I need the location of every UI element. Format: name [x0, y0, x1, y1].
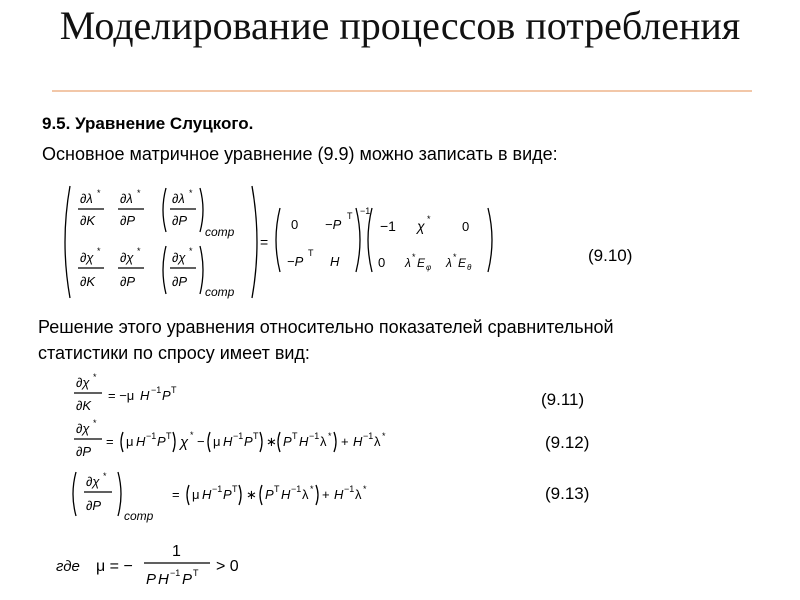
svg-text:λ: λ [446, 256, 452, 270]
svg-text:−1: −1 [363, 431, 374, 441]
svg-text:+: + [322, 487, 330, 502]
svg-text:φ: φ [426, 263, 432, 272]
svg-text:−1: −1 [360, 206, 371, 216]
svg-text:λ: λ [405, 256, 411, 270]
svg-text:=: = [106, 434, 114, 449]
svg-text:χ: χ [417, 218, 425, 234]
svg-text:T: T [292, 431, 298, 441]
svg-text:λ: λ [320, 434, 327, 449]
svg-text:*: * [137, 188, 141, 198]
svg-text:∂χ: ∂χ [76, 375, 90, 390]
equation-number-9-13: (9.13) [545, 484, 590, 503]
svg-text:*: * [93, 418, 97, 428]
svg-text:−1: −1 [380, 218, 396, 234]
svg-text:*: * [189, 188, 193, 198]
svg-text:λ: λ [302, 487, 309, 502]
svg-text:P: P [157, 434, 166, 449]
svg-text:T: T [308, 248, 314, 258]
section-heading: 9.5. Уравнение Слуцкого. [42, 114, 254, 133]
svg-text:T: T [253, 431, 259, 441]
svg-text:*: * [189, 246, 193, 256]
equation-9-10 [65, 186, 492, 299]
svg-text:−1: −1 [309, 431, 320, 441]
svg-text:*: * [93, 372, 97, 382]
svg-text:∂χ: ∂χ [86, 474, 100, 489]
svg-text:H: H [202, 487, 212, 502]
svg-text:=: = [172, 487, 180, 502]
svg-text:0: 0 [378, 255, 386, 270]
svg-text:∂P: ∂P [120, 274, 136, 289]
comp-subscript: comp [124, 509, 154, 523]
svg-text:−1: −1 [344, 484, 355, 494]
svg-text:+: + [341, 434, 349, 449]
svg-text:λ: λ [355, 487, 362, 502]
svg-text:T: T [232, 484, 238, 494]
svg-text:E: E [458, 256, 467, 270]
svg-text:∗: ∗ [266, 434, 277, 449]
svg-text:H: H [140, 388, 150, 403]
svg-text:μ: μ [213, 434, 221, 449]
svg-text:0: 0 [462, 219, 470, 234]
solution-paragraph-line-1: Решение этого уравнения относительно показателей сравнительной [38, 317, 614, 337]
svg-text:1: 1 [172, 543, 181, 560]
equation-number-9-12: (9.12) [545, 433, 590, 452]
svg-text:P: P [244, 434, 253, 449]
equation-9-13 [73, 471, 367, 523]
comp-subscript: comp [205, 285, 235, 299]
svg-text:∂P: ∂P [172, 213, 188, 228]
svg-text:∂K: ∂K [76, 398, 92, 413]
equation-number-9-11: (9.11) [541, 390, 585, 409]
intro-text: Основное матричное уравнение (9.9) можно записать в виде: [42, 144, 558, 164]
svg-text:T: T [347, 211, 353, 221]
svg-text:T: T [166, 431, 172, 441]
svg-text:∂K: ∂K [80, 213, 96, 228]
svg-text:∂λ: ∂λ [120, 191, 133, 206]
svg-text:∗: ∗ [246, 487, 257, 502]
svg-text:P: P [182, 571, 193, 588]
svg-text:−1: −1 [151, 385, 162, 395]
svg-text:E: E [417, 256, 426, 270]
svg-text:H: H [330, 254, 340, 269]
svg-text:∂P: ∂P [76, 444, 92, 459]
svg-text:*: * [137, 246, 141, 256]
svg-text:T: T [274, 484, 280, 494]
svg-text:*: * [427, 214, 431, 224]
svg-text:H: H [223, 434, 233, 449]
svg-text:*: * [103, 471, 107, 481]
svg-text:H: H [353, 434, 363, 449]
svg-text:*: * [97, 246, 101, 256]
equation-9-12 [74, 418, 386, 459]
svg-text:=: = [260, 234, 269, 250]
svg-text:> 0: > 0 [216, 558, 239, 575]
svg-text:∂λ: ∂λ [172, 191, 185, 206]
svg-text:∂P: ∂P [120, 213, 136, 228]
svg-text:P: P [146, 571, 157, 588]
svg-text:∂K: ∂K [80, 274, 96, 289]
svg-text:P: P [283, 434, 292, 449]
svg-text:*: * [412, 252, 416, 262]
equation-number-9-10: (9.10) [588, 246, 633, 265]
svg-text:−1: −1 [233, 431, 244, 441]
svg-text:∂χ: ∂χ [172, 250, 186, 265]
svg-text:P: P [223, 487, 232, 502]
svg-text:P: P [265, 487, 274, 502]
svg-text:μ: μ [192, 487, 200, 502]
svg-text:P: P [162, 388, 171, 403]
svg-text:*: * [363, 484, 367, 494]
svg-text:H: H [299, 434, 309, 449]
mu-definition [56, 543, 239, 588]
svg-text:λ: λ [374, 434, 381, 449]
svg-text:μ: μ [126, 434, 134, 449]
svg-text:H: H [136, 434, 146, 449]
svg-text:*: * [453, 252, 457, 262]
svg-text:∂P: ∂P [172, 274, 188, 289]
svg-text:∂χ: ∂χ [120, 250, 134, 265]
left-bracket [65, 186, 70, 298]
svg-text:−1: −1 [170, 568, 181, 578]
svg-text:∂P: ∂P [86, 498, 102, 513]
svg-text:*: * [328, 431, 332, 441]
svg-text:−P: −P [325, 217, 342, 232]
svg-text:∂χ: ∂χ [76, 421, 90, 436]
svg-text:0: 0 [291, 217, 299, 232]
svg-text:−P: −P [287, 254, 304, 269]
svg-text:−: − [197, 434, 205, 449]
svg-text:H: H [281, 487, 291, 502]
equation-9-11 [74, 372, 177, 413]
slide-title: Моделирование процессов потребления [59, 3, 741, 48]
solution-paragraph-line-2: статистики по спросу имеет вид: [38, 343, 310, 363]
svg-text:*: * [310, 484, 314, 494]
svg-text:*: * [97, 188, 101, 198]
svg-text:*: * [190, 430, 194, 440]
svg-text:T: T [193, 568, 199, 578]
svg-text:∂λ: ∂λ [80, 191, 93, 206]
svg-text:−1: −1 [212, 484, 223, 494]
svg-text:χ: χ [180, 434, 189, 451]
svg-text:−1: −1 [146, 431, 157, 441]
where-word: где [56, 558, 80, 575]
svg-text:H: H [158, 571, 169, 588]
svg-text:θ: θ [467, 263, 472, 272]
svg-text:−1: −1 [291, 484, 302, 494]
svg-text:μ = −: μ = − [96, 558, 133, 575]
svg-text:∂χ: ∂χ [80, 250, 94, 265]
svg-text:*: * [382, 431, 386, 441]
right-bracket [252, 186, 257, 298]
svg-text:H: H [334, 487, 344, 502]
svg-text:T: T [171, 385, 177, 395]
comp-subscript: comp [205, 225, 235, 239]
svg-text:= −μ: = −μ [108, 388, 135, 403]
